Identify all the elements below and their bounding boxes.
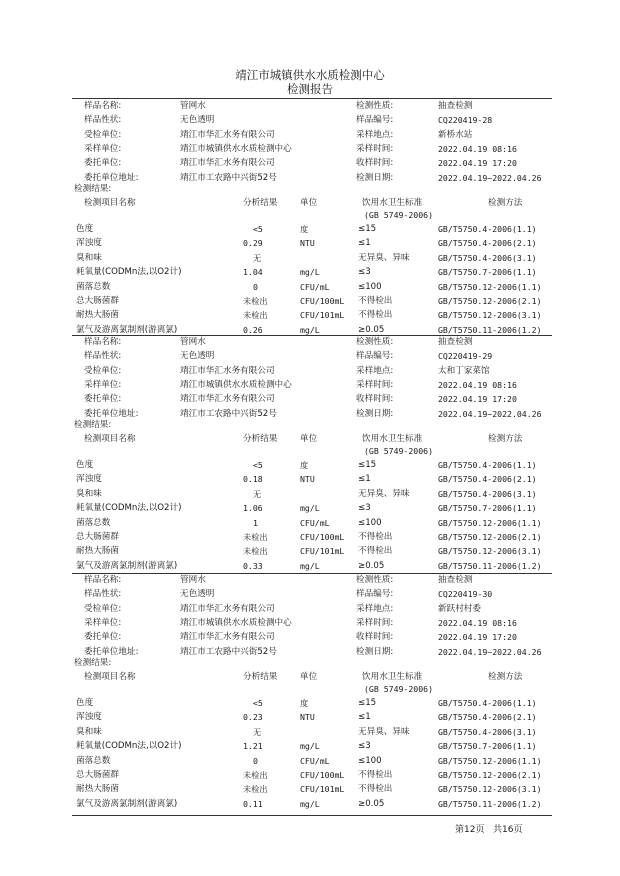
- result-value: <5: [253, 460, 263, 470]
- result-value: 未检出: [243, 310, 268, 321]
- info-value: 2022.04.19 17:20: [438, 394, 517, 405]
- info-value: 管网水: [180, 575, 206, 585]
- info-label: 样品名称:: [84, 575, 122, 585]
- result-unit: CFU/101mL: [300, 546, 345, 557]
- result-method: GB/T5750.12-2006(2.1): [438, 770, 542, 780]
- page-total: 共16页: [493, 825, 523, 835]
- result-limit: 无异臭、异味: [358, 488, 410, 499]
- col-header-item: 检测项目名称: [84, 672, 136, 682]
- result-item: 氯气及游离氯制剂(游离氯): [76, 324, 178, 335]
- col-header-unit: 单位: [300, 672, 318, 682]
- result-value: 无: [253, 726, 262, 737]
- result-limit: ≤15: [358, 460, 377, 470]
- result-method: GB/T5750.12-2006(3.1): [438, 310, 542, 321]
- result-value: 0.23: [243, 712, 263, 723]
- info-label: 样品性状:: [84, 115, 122, 126]
- info-value: 靖江市工农路中兴街52号: [180, 172, 277, 183]
- result-value: <5: [253, 224, 263, 234]
- info-value: 抽查检测: [438, 101, 473, 111]
- result-value: 0: [253, 755, 258, 766]
- result-item: 耗氧量(CODMn法,以O2计): [76, 503, 182, 514]
- result-limit: ≤3: [358, 267, 371, 278]
- info-label: 采样单位:: [84, 379, 122, 390]
- col-header-unit: 单位: [300, 434, 318, 444]
- info-value: 2022.04.19 17:20: [438, 158, 517, 169]
- result-item: 耐热大肠菌: [76, 546, 119, 557]
- info-label: 检测日期:: [356, 408, 394, 419]
- info-value: 靖江市工农路中兴街52号: [180, 408, 277, 419]
- info-label: 委托单位地址:: [84, 408, 139, 419]
- info-label: 检测日期:: [356, 172, 394, 183]
- info-label: 检测性质:: [356, 337, 394, 347]
- result-method: GB/T5750.4-2006(1.1): [438, 460, 537, 470]
- org-title: 靖江市城镇供水水质检测中心: [235, 68, 385, 82]
- results-heading: 检测结果:: [74, 420, 112, 430]
- result-unit: CFU/101mL: [300, 310, 345, 321]
- result-item: 耗氧量(CODMn法,以O2计): [76, 741, 182, 752]
- info-value: 无色透明: [180, 115, 215, 126]
- result-value: 未检出: [243, 532, 268, 542]
- result-value: 未检出: [243, 546, 268, 557]
- result-item: 菌落总数: [76, 281, 111, 292]
- result-item: 色度: [76, 224, 94, 234]
- col-header-standard-code: (GB 5749-2006): [364, 446, 434, 456]
- result-unit: CFU/100mL: [300, 296, 345, 306]
- result-unit: 度: [300, 224, 309, 234]
- info-label: 采样时间:: [356, 617, 394, 628]
- info-label: 委托单位地址:: [84, 646, 139, 657]
- result-item: 耗氧量(CODMn法,以O2计): [76, 267, 182, 278]
- info-value: 新跃村村委: [438, 603, 481, 614]
- result-limit: ≤15: [358, 224, 377, 234]
- result-item: 菌落总数: [76, 517, 111, 528]
- info-label: 样品名称:: [84, 101, 122, 111]
- result-method: GB/T5750.12-2006(1.1): [438, 281, 542, 292]
- result-item: 色度: [76, 698, 94, 708]
- result-unit: 度: [300, 460, 309, 470]
- info-value: 靖江市城镇供水水质检测中心: [180, 379, 292, 390]
- result-limit: ≥0.05: [358, 560, 385, 571]
- info-value: 靖江市华汇水务有限公司: [180, 394, 275, 405]
- result-value: 1.04: [243, 267, 263, 278]
- result-unit: NTU: [300, 474, 315, 485]
- block-divider: [72, 335, 552, 336]
- result-item: 总大肠菌群: [76, 532, 119, 542]
- result-method: GB/T5750.4-2006(2.1): [438, 474, 537, 485]
- result-value: 0.33: [243, 560, 263, 571]
- result-limit: ≥0.05: [358, 324, 385, 335]
- col-header-item: 检测项目名称: [84, 198, 136, 208]
- info-value: 靖江市城镇供水水质检测中心: [180, 617, 292, 628]
- results-heading: 检测结果:: [74, 184, 112, 194]
- result-method: GB/T5750.4-2006(1.1): [438, 224, 537, 234]
- info-value: CQ220419-30: [438, 589, 493, 600]
- result-value: 0: [253, 281, 258, 292]
- info-value: 2022.04.19 08:16: [438, 143, 517, 154]
- bottom-divider: [72, 815, 552, 816]
- result-limit: ≤100: [358, 755, 382, 766]
- info-value: 靖江市工农路中兴街52号: [180, 646, 277, 657]
- info-value: 靖江市华汇水务有限公司: [180, 603, 275, 614]
- title-divider: [72, 98, 552, 99]
- result-value: 1.06: [243, 503, 263, 514]
- block-divider: [72, 573, 552, 574]
- result-unit: mg/L: [300, 741, 320, 752]
- result-method: GB/T5750.12-2006(2.1): [438, 532, 542, 542]
- result-item: 耐热大肠菌: [76, 310, 119, 321]
- info-value: 无色透明: [180, 589, 215, 600]
- result-unit: 度: [300, 698, 309, 708]
- info-value: 无色透明: [180, 351, 215, 362]
- info-value: 2022.04.19~2022.04.26: [438, 408, 542, 419]
- report-title: 检测报告: [287, 82, 333, 96]
- result-item: 色度: [76, 460, 94, 470]
- result-value: <5: [253, 698, 263, 708]
- result-method: GB/T5750.11-2006(1.2): [438, 798, 542, 809]
- info-label: 检测性质:: [356, 575, 394, 585]
- info-label: 样品编号:: [356, 351, 394, 362]
- info-value: 2022.04.19 08:16: [438, 617, 517, 628]
- info-label: 样品性状:: [84, 589, 122, 600]
- info-value: 管网水: [180, 337, 206, 347]
- info-label: 样品编号:: [356, 115, 394, 126]
- info-value: 管网水: [180, 101, 206, 111]
- info-label: 委托单位:: [84, 158, 122, 169]
- col-header-result: 分析结果: [243, 198, 278, 208]
- result-method: GB/T5750.12-2006(3.1): [438, 784, 542, 795]
- result-limit: ≤1: [358, 238, 371, 249]
- info-label: 受检单位:: [84, 365, 122, 376]
- result-method: GB/T5750.11-2006(1.2): [438, 324, 542, 335]
- info-label: 采样单位:: [84, 617, 122, 628]
- info-value: 抽查检测: [438, 337, 473, 347]
- col-header-method: 检测方法: [488, 672, 523, 682]
- info-label: 采样时间:: [356, 143, 394, 154]
- info-value: 2022.04.19 17:20: [438, 632, 517, 643]
- result-unit: mg/L: [300, 503, 320, 514]
- info-value: 2022.04.19 08:16: [438, 379, 517, 390]
- result-item: 浑浊度: [76, 238, 102, 249]
- result-limit: 不得检出: [358, 784, 393, 795]
- result-value: 无: [253, 488, 262, 499]
- info-value: 抽查检测: [438, 575, 473, 585]
- info-label: 样品编号:: [356, 589, 394, 600]
- info-value: 2022.04.19~2022.04.26: [438, 646, 542, 657]
- col-header-unit: 单位: [300, 198, 318, 208]
- info-value: CQ220419-29: [438, 351, 493, 362]
- result-method: GB/T5750.4-2006(3.1): [438, 252, 537, 263]
- result-value: 未检出: [243, 784, 268, 795]
- result-method: GB/T5750.4-2006(1.1): [438, 698, 537, 708]
- info-value: 新桥水站: [438, 129, 473, 140]
- result-item: 总大肠菌群: [76, 770, 119, 780]
- col-header-standard-code: (GB 5749-2006): [364, 684, 434, 694]
- result-value: 0.18: [243, 474, 263, 485]
- info-label: 收样时间:: [356, 394, 394, 405]
- result-unit: mg/L: [300, 798, 320, 809]
- result-unit: CFU/101mL: [300, 784, 345, 795]
- col-header-method: 检测方法: [488, 434, 523, 444]
- info-label: 委托单位地址:: [84, 172, 139, 183]
- result-unit: NTU: [300, 238, 315, 249]
- result-item: 臭和味: [76, 252, 102, 263]
- result-limit: ≤3: [358, 503, 371, 514]
- result-item: 臭和味: [76, 726, 102, 737]
- info-label: 采样单位:: [84, 143, 122, 154]
- result-method: GB/T5750.12-2006(1.1): [438, 517, 542, 528]
- result-limit: ≤1: [358, 712, 371, 723]
- result-item: 总大肠菌群: [76, 296, 119, 306]
- info-value: 靖江市城镇供水水质检测中心: [180, 143, 292, 154]
- info-label: 受检单位:: [84, 129, 122, 140]
- result-unit: mg/L: [300, 560, 320, 571]
- result-method: GB/T5750.12-2006(3.1): [438, 546, 542, 557]
- result-value: 1.21: [243, 741, 263, 752]
- col-header-method: 检测方法: [488, 198, 523, 208]
- info-label: 收样时间:: [356, 632, 394, 643]
- result-limit: ≥0.05: [358, 798, 385, 809]
- result-item: 浑浊度: [76, 474, 102, 485]
- result-limit: 不得检出: [358, 770, 393, 780]
- result-value: 未检出: [243, 770, 268, 780]
- result-method: GB/T5750.7-2006(1.1): [438, 741, 537, 752]
- result-item: 氯气及游离氯制剂(游离氯): [76, 798, 178, 809]
- info-label: 采样地点:: [356, 365, 394, 376]
- info-label: 检测性质:: [356, 101, 394, 111]
- info-label: 委托单位:: [84, 394, 122, 405]
- result-unit: mg/L: [300, 324, 320, 335]
- result-value: 未检出: [243, 296, 268, 306]
- result-method: GB/T5750.4-2006(2.1): [438, 238, 537, 249]
- result-limit: ≤1: [358, 474, 371, 485]
- result-limit: ≤15: [358, 698, 377, 708]
- result-unit: NTU: [300, 712, 315, 723]
- col-header-item: 检测项目名称: [84, 434, 136, 444]
- info-label: 受检单位:: [84, 603, 122, 614]
- info-label: 采样地点:: [356, 129, 394, 140]
- result-method: GB/T5750.12-2006(2.1): [438, 296, 542, 306]
- result-limit: 不得检出: [358, 546, 393, 557]
- result-unit: mg/L: [300, 267, 320, 278]
- result-value: 1: [253, 517, 258, 528]
- info-label: 样品性状:: [84, 351, 122, 362]
- info-value: 太和丁家菜馆: [438, 365, 490, 376]
- result-item: 氯气及游离氯制剂(游离氯): [76, 560, 178, 571]
- result-limit: 无异臭、异味: [358, 726, 410, 737]
- result-limit: ≤3: [358, 741, 371, 752]
- result-method: GB/T5750.11-2006(1.2): [438, 560, 542, 571]
- result-item: 臭和味: [76, 488, 102, 499]
- result-value: 无: [253, 252, 262, 263]
- info-label: 采样地点:: [356, 603, 394, 614]
- result-limit: ≤100: [358, 517, 382, 528]
- result-limit: 不得检出: [358, 310, 393, 321]
- result-method: GB/T5750.4-2006(3.1): [438, 488, 537, 499]
- info-value: CQ220419-28: [438, 115, 493, 126]
- info-value: 靖江市华汇水务有限公司: [180, 129, 275, 140]
- info-label: 采样时间:: [356, 379, 394, 390]
- result-method: GB/T5750.4-2006(2.1): [438, 712, 537, 723]
- result-item: 浑浊度: [76, 712, 102, 723]
- result-limit: 不得检出: [358, 532, 393, 542]
- info-value: 靖江市华汇水务有限公司: [180, 365, 275, 376]
- result-limit: 不得检出: [358, 296, 393, 306]
- result-item: 菌落总数: [76, 755, 111, 766]
- result-unit: CFU/mL: [300, 517, 330, 528]
- result-unit: CFU/100mL: [300, 532, 345, 542]
- result-limit: 无异臭、异味: [358, 252, 410, 263]
- result-unit: CFU/100mL: [300, 770, 345, 780]
- result-method: GB/T5750.7-2006(1.1): [438, 267, 537, 278]
- result-method: GB/T5750.4-2006(3.1): [438, 726, 537, 737]
- result-method: GB/T5750.7-2006(1.1): [438, 503, 537, 514]
- col-header-standard: 饮用水卫生标准: [362, 672, 423, 682]
- info-value: 靖江市华汇水务有限公司: [180, 632, 275, 643]
- col-header-standard-code: (GB 5749-2006): [364, 210, 434, 220]
- info-label: 收样时间:: [356, 158, 394, 169]
- info-label: 样品名称:: [84, 337, 122, 347]
- result-limit: ≤100: [358, 281, 382, 292]
- col-header-result: 分析结果: [243, 672, 278, 682]
- result-unit: CFU/mL: [300, 755, 330, 766]
- info-label: 委托单位:: [84, 632, 122, 643]
- result-value: 0.26: [243, 324, 263, 335]
- col-header-result: 分析结果: [243, 434, 278, 444]
- result-unit: CFU/mL: [300, 281, 330, 292]
- col-header-standard: 饮用水卫生标准: [362, 198, 423, 208]
- info-value: 2022.04.19~2022.04.26: [438, 172, 542, 183]
- result-value: 0.11: [243, 798, 263, 809]
- result-method: GB/T5750.12-2006(1.1): [438, 755, 542, 766]
- info-value: 靖江市华汇水务有限公司: [180, 158, 275, 169]
- result-item: 耐热大肠菌: [76, 784, 119, 795]
- page-number: 第12页: [455, 825, 485, 835]
- col-header-standard: 饮用水卫生标准: [362, 434, 423, 444]
- result-value: 0.29: [243, 238, 263, 249]
- info-label: 检测日期:: [356, 646, 394, 657]
- results-heading: 检测结果:: [74, 658, 112, 668]
